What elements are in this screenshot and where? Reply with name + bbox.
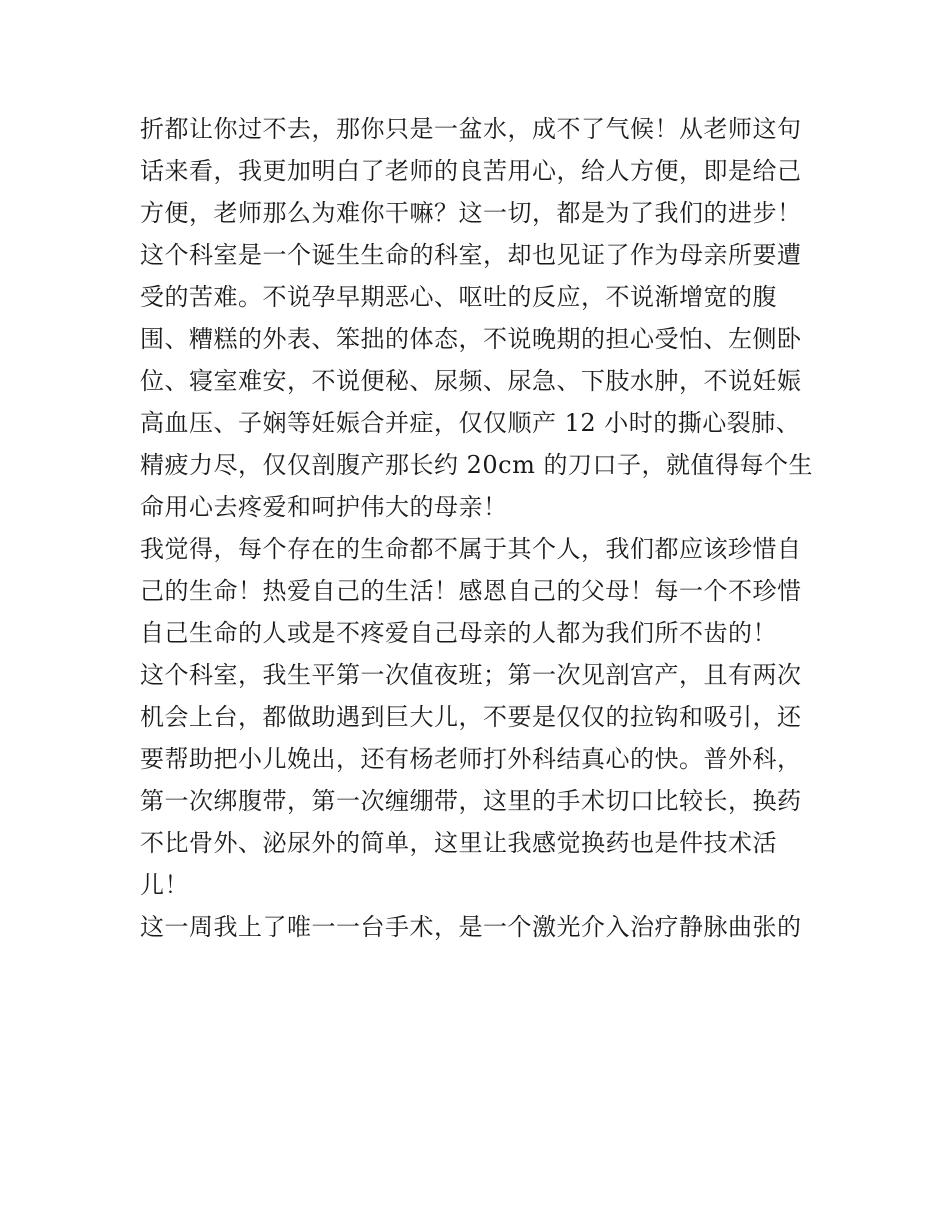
text-line: 第一次绑腹带，第一次缠绷带，这里的手术切口比较长，换药 [140,787,802,815]
text-line: 我觉得，每个存在的生命都不属于其个人，我们都应该珍惜自 [140,535,802,563]
text-line: 这个科室，我生平第一次值夜班；第一次见剖宫产，且有两次 [140,661,802,689]
text-line: 要帮助把小儿娩出，还有杨老师打外科结真心的快。普外科， [140,745,802,773]
text-line: 命用心去疼爱和呵护伟大的母亲！ [140,493,508,521]
text-line: 儿！ [140,871,189,899]
text-line: 位、寝室难安，不说便秘、尿频、尿急、下肢水肿，不说妊娠 [140,367,802,395]
text-line: 自己生命的人或是不疼爱自己母亲的人都为我们所不齿的！ [140,619,777,647]
text-line: 这一周我上了唯一一台手术，是一个激光介入治疗静脉曲张的 [140,913,802,941]
text-line: 围、糟糕的外表、笨拙的体态，不说晚期的担心受怕、左侧卧 [140,325,802,353]
text-line: 精疲力尽，仅仅剖腹产那长约 20cm 的刀口子，就值得每个生 [140,451,813,479]
text-line: 受的苦难。不说孕早期恶心、呕吐的反应，不说渐增宽的腹 [140,283,777,311]
body-text [140,108,820,948]
text-line: 话来看，我更加明白了老师的良苦用心，给人方便，即是给己 [140,157,802,185]
text-line: 己的生命！热爱自己的生活！感恩自己的父母！每一个不珍惜 [140,577,802,605]
text-line: 这个科室是一个诞生生命的科室，却也见证了作为母亲所要遭 [140,241,802,269]
text-line: 折都让你过不去，那你只是一盆水，成不了气候！从老师这句 [140,115,802,143]
text-line: 高血压、子娴等妊娠合并症，仅仅顺产 12 小时的撕心裂肺、 [140,409,801,437]
text-line: 机会上台，都做助遇到巨大儿，不要是仅仅的拉钩和吸引，还 [140,703,802,731]
text-line: 方便，老师那么为难你干嘛？这一切，都是为了我们的进步！ [140,199,802,227]
text-line: 不比骨外、泌尿外的简单，这里让我感觉换药也是件技术活 [140,829,777,857]
